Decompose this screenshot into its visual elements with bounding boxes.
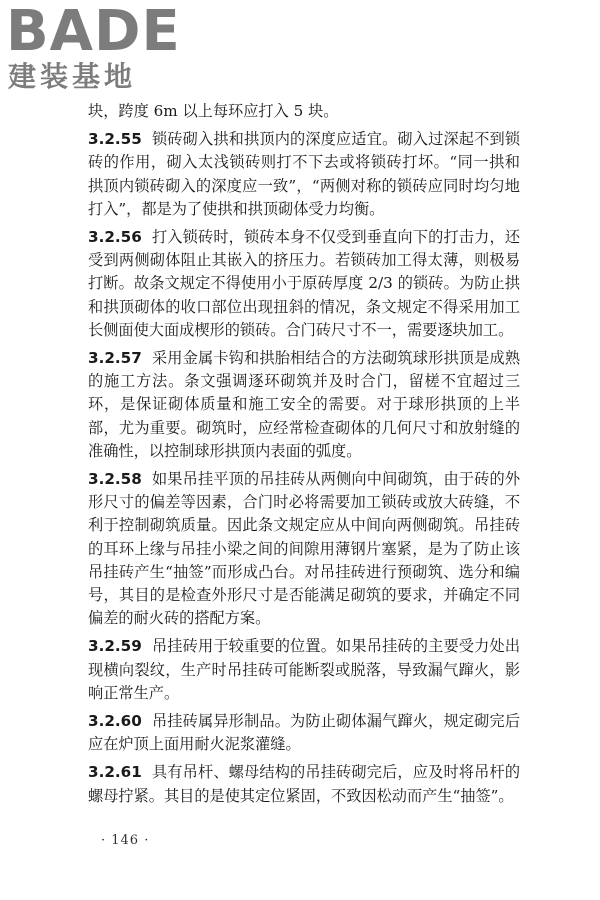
logo-subtitle: 建装基地 — [8, 60, 137, 93]
clause-text: 锁砖砌入拱和拱顶内的深度应适宜。砌入过深起不到锁砖的作用，砌入太浅锁砖则打不下去或将锁砖打坏。“同一拱和拱顶内锁砖砌入的深度应一致”，“两侧对称的锁砖应同时均匀地打入”，都是为了使拱和拱顶砌体受力均衡。 — [88, 130, 520, 218]
paragraph-continuation — [88, 100, 520, 123]
clause-number: 3.2.57 — [88, 349, 142, 368]
clause-number: 3.2.56 — [88, 228, 142, 247]
clause-text: 吊挂砖用于较重要的位置。如果吊挂砖的主要受力处出现横向裂纹，生产时吊挂砖可能断裂或脱落，导致漏气蹿火，影响正常生产。 — [88, 637, 520, 702]
clause-text: 具有吊杆、螺母结构的吊挂砖砌完后，应及时将吊杆的螺母拧紧。其目的是使其定位紧固，不致因松动而产生“抽签”。 — [88, 763, 520, 805]
clause-text: 吊挂砖属异形制品。为防止砌体漏气蹿火，规定砌完后应在炉顶上面用耐火泥浆灌缝。 — [88, 712, 520, 754]
clause-number: 3.2.55 — [88, 130, 142, 149]
clause-text: 采用金属卡钩和拱胎相结合的方法砌筑球形拱顶是成熟的施工方法。条文强调逐环砌筑并及时合门，留槎不宜超过三环，是保证砌体质量和施工安全的需要。对于球形拱顶的上半部，尤为重要。砌筑时，应经常检查砌体的几何尺寸和放射缝的准确性，以控制球形拱顶内表面的弧度。 — [88, 349, 520, 460]
bade-logo — [6, 0, 181, 96]
clause-text: 如果吊挂平顶的吊挂砖从两侧向中间砌筑，由于砖的外形尺寸的偏差等因素，合门时必将需要加工锁砖或放大砖缝，不利于控制砌筑质量。因此条文规定应从中间向两侧砌筑。吊挂砖的耳环上缘与吊挂小梁之间的间隙用薄钢片塞紧，是为了防止该吊挂砖产生“抽签”而形成凸台。对吊挂砖进行预砌筑、选分和编号，其目的是检查外形尺寸是否能满足砌筑的要求，并确定不同偏差的耐火砖的搭配方案。 — [88, 470, 520, 628]
document-body — [88, 100, 520, 813]
clause-3-2-59 — [88, 635, 520, 705]
clause-3-2-56 — [88, 226, 520, 342]
clause-number: 3.2.58 — [88, 470, 142, 489]
paragraph-text: 块，跨度 6m 以上每环应打入 5 块。 — [88, 102, 339, 120]
clause-3-2-61 — [88, 761, 520, 807]
clause-3-2-58 — [88, 468, 520, 630]
logo-brand-text: BADE — [6, 0, 181, 64]
clause-3-2-57 — [88, 347, 520, 463]
page-number: · 146 · — [101, 833, 150, 848]
clause-3-2-55 — [88, 128, 520, 221]
clause-number: 3.2.61 — [88, 763, 142, 782]
clause-number: 3.2.59 — [88, 637, 142, 656]
clause-3-2-60 — [88, 710, 520, 756]
clause-number: 3.2.60 — [88, 712, 142, 731]
clause-text: 打入锁砖时，锁砖本身不仅受到垂直向下的打击力，还受到两侧砌体阻止其嵌入的挤压力。若锁砖加工得太薄，则极易打断。故条文规定不得使用小于原砖厚度 2/3 的锁砖。为防止拱和拱顶砌体的收口部位出现扭斜的情况，条文规定不得采用加工长侧面使大面成楔形的锁砖。合门砖尺寸不一，需要逐块加工。 — [88, 228, 520, 339]
